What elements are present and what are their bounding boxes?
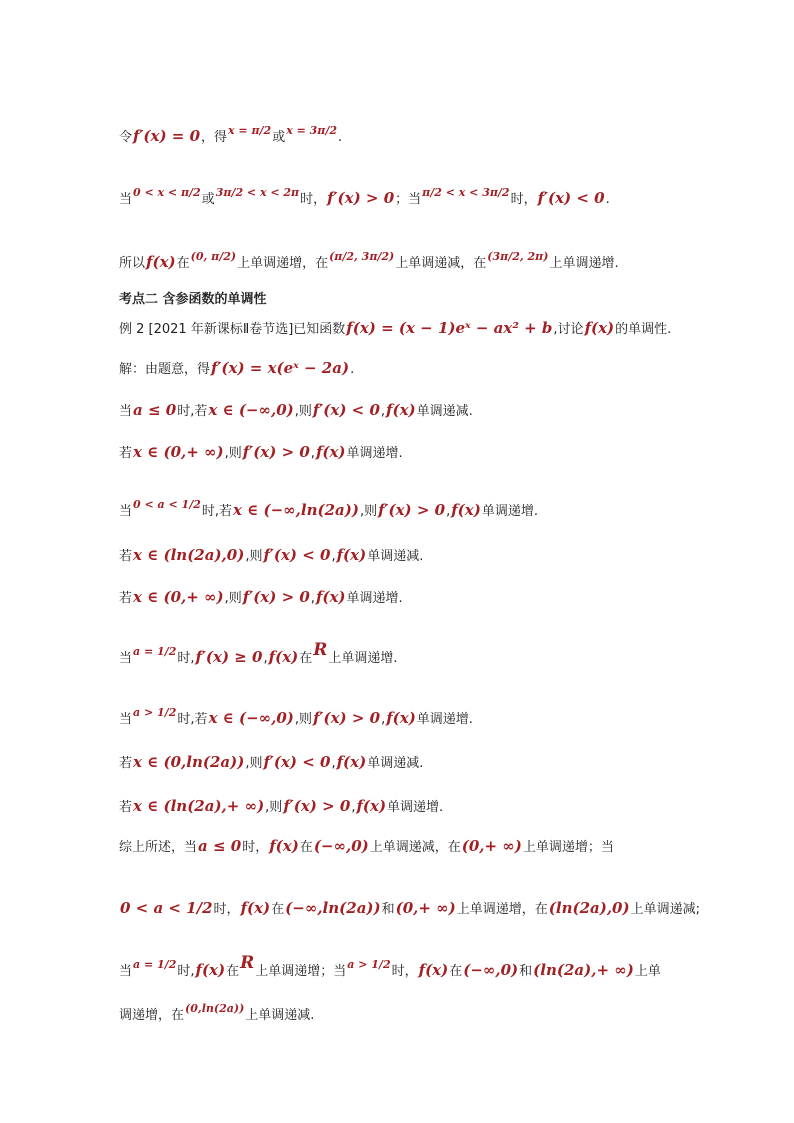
text-run: 时， [242, 840, 269, 855]
text-run: ,则 [294, 404, 312, 419]
text-run: 单调递减. [416, 404, 473, 419]
text-run: 时， [213, 902, 240, 917]
text-run: 在 [299, 840, 313, 855]
math-expression: x ∈ (0,ln(2a)) [133, 753, 245, 771]
text-run: 的单调性. [615, 322, 672, 337]
math-expression: f′(x) < 0 [263, 753, 331, 771]
text-run: 当 [119, 651, 133, 666]
text-run: , [381, 712, 386, 727]
math-expression: a ≤ 0 [198, 837, 242, 855]
math-expression: f′(x) < 0 [537, 189, 605, 207]
text-run: 单调递增. [346, 591, 403, 606]
math-expression: f(x) [336, 753, 367, 771]
text-run: , [380, 404, 386, 419]
math-expression: f(x) [315, 588, 346, 606]
line-14 [119, 752, 423, 771]
math-expression: x = 3π/2 [286, 124, 338, 137]
text-run: , [351, 800, 356, 815]
math-expression: f(x) [146, 253, 176, 271]
line-13 [119, 708, 473, 727]
line-16 [119, 836, 614, 855]
text-run: ,则 [294, 712, 313, 727]
math-expression: (0,+ ∞) [395, 899, 456, 917]
line-15 [119, 796, 443, 815]
text-run: , [310, 446, 315, 461]
text-run: ,则 [245, 756, 263, 771]
text-run: , [310, 591, 315, 606]
math-expression: x = π/2 [228, 124, 272, 137]
text-run: 令 [119, 130, 133, 145]
math-expression: x ∈ (−∞,0) [208, 401, 294, 419]
text-run: 时,若 [177, 404, 208, 419]
text-run: ；当 [395, 192, 422, 207]
math-expression: f(x) [418, 961, 449, 979]
text-run: 上单调递增，在 [237, 256, 329, 271]
math-expression: (0,+ ∞) [461, 837, 522, 855]
math-expression: a > 1/2 [133, 706, 177, 719]
math-expression: x ∈ (−∞,ln(2a)) [233, 501, 359, 519]
text-run: 上单调递增，在 [456, 902, 548, 917]
text-run: 上单调递减，在 [395, 256, 487, 271]
math-expression: (0,ln(2a)) [185, 1002, 245, 1015]
text-run: ,则 [224, 446, 242, 461]
text-run: 在 [271, 902, 285, 917]
line-7 [119, 400, 473, 419]
math-expression: f(x) [584, 319, 615, 337]
text-run: , [446, 504, 451, 519]
math-expression: (−∞,ln(2a)) [285, 899, 381, 917]
line-9 [119, 500, 538, 519]
text-run: ,则 [265, 800, 283, 815]
text-run: 当 [119, 404, 133, 419]
text-run: 当 [119, 192, 133, 207]
line-4-heading [119, 288, 267, 307]
text-run: ,讨论 [553, 322, 584, 337]
math-expression: 3π/2 < x < 2π [215, 186, 300, 199]
text-run: 若 [119, 446, 133, 461]
math-expression: (−∞,0) [313, 837, 369, 855]
text-run: 若 [119, 549, 133, 564]
text-run: 所以 [119, 256, 146, 271]
text-run: 单调递增. [387, 800, 444, 815]
math-expression: a = 1/2 [133, 645, 177, 658]
text-run: 若 [119, 800, 133, 815]
text-run: 在 [449, 964, 463, 979]
math-expression: f(x) [451, 501, 481, 519]
math-expression: 0 < x < π/2 [133, 186, 201, 199]
math-expression: f(x) [315, 443, 346, 461]
math-expression: (π/2, 3π/2) [329, 250, 395, 263]
line-1 [119, 126, 342, 145]
text-run: 单调递增. [481, 504, 538, 519]
text-run: 时, [177, 964, 195, 979]
text-run: 上单调递减; [630, 902, 700, 917]
text-run: 若 [119, 756, 133, 771]
math-expression: f′(x) ≥ 0 [195, 648, 263, 666]
text-run: 或 [201, 192, 215, 207]
math-expression: f′(x) = x(eˣ − 2a) [211, 359, 350, 377]
math-expression: f(x) [386, 401, 416, 419]
math-expression: (−∞,0) [463, 961, 519, 979]
math-expression: f(x) = (x − 1)eˣ − ax² + b [346, 319, 553, 337]
math-expression: f′(x) > 0 [378, 501, 446, 519]
text-run: ,则 [224, 591, 242, 606]
text-run: . [605, 192, 610, 207]
text-run: . [338, 130, 343, 145]
text-run: 和 [381, 902, 395, 917]
text-run: 单调递增. [346, 446, 403, 461]
text-run: , [331, 549, 336, 564]
line-19 [119, 1004, 314, 1023]
math-expression: x ∈ (0,+ ∞) [133, 443, 224, 461]
text-run: 当 [119, 504, 133, 519]
line-6 [119, 358, 354, 377]
text-run: 解：由题意，得 [119, 362, 211, 377]
line-12 [119, 640, 398, 667]
math-expression: f′(x) < 0 [312, 401, 380, 419]
text-run: , [331, 756, 336, 771]
math-expression: 0 < a < 1/2 [120, 899, 213, 917]
text-run: 时， [510, 192, 537, 207]
math-expression: f(x) [195, 961, 226, 979]
math-expression: f(x) [268, 648, 299, 666]
text-run: 上单调递减. [245, 1008, 315, 1023]
line-18 [119, 953, 661, 980]
text-run: 若 [119, 591, 133, 606]
text-run: 上单调递增；当 [255, 964, 347, 979]
math-expression: f(x) [240, 899, 271, 917]
math-expression: a ≤ 0 [133, 401, 177, 419]
math-expression: a = 1/2 [133, 958, 177, 971]
math-expression: f′(x) < 0 [263, 546, 331, 564]
math-expression: f(x) [336, 546, 367, 564]
section-heading: 考点二 含参函数的单调性 [119, 292, 267, 307]
line-2 [119, 188, 610, 207]
math-expression: f′(x) = 0 [133, 127, 201, 145]
text-run: 综上所述，当 [119, 840, 198, 855]
math-expression: x ∈ (ln(2a),0) [133, 546, 245, 564]
math-expression: x ∈ (−∞,0) [208, 709, 294, 727]
text-run: 单调递减. [367, 549, 424, 564]
text-run: 上单 [634, 964, 661, 979]
text-run: , [263, 651, 268, 666]
math-expression: π/2 < x < 3π/2 [422, 186, 510, 199]
text-run: 在 [299, 651, 313, 666]
text-run: 在 [176, 256, 190, 271]
math-expression: x ∈ (0,+ ∞) [133, 588, 224, 606]
math-expression: R [240, 953, 255, 973]
line-3 [119, 252, 619, 271]
text-run: 上单调递增；当 [522, 840, 614, 855]
math-expression: f′(x) > 0 [313, 709, 381, 727]
text-run: 时,若 [201, 504, 233, 519]
text-run: 时, [177, 651, 195, 666]
text-run: 单调递减. [367, 756, 424, 771]
text-run: 时,若 [177, 712, 208, 727]
text-run: 和 [519, 964, 533, 979]
math-expression: 0 < a < 1/2 [133, 498, 201, 511]
math-expression: f′(x) > 0 [242, 443, 310, 461]
line-17 [119, 898, 700, 917]
math-expression: f′(x) > 0 [283, 797, 351, 815]
text-run: ,则 [245, 549, 263, 564]
math-expression: f(x) [269, 837, 299, 855]
line-5 [119, 318, 671, 337]
line-8 [119, 442, 403, 461]
math-expression: f′(x) > 0 [242, 588, 310, 606]
text-run: 单调递增. [416, 712, 473, 727]
text-run: ，得 [201, 130, 228, 145]
math-expression: (ln(2a),0) [548, 899, 630, 917]
text-run: . [350, 362, 355, 377]
math-expression: f′(x) > 0 [327, 189, 395, 207]
text-run: 当 [119, 964, 133, 979]
math-expression: f(x) [356, 797, 387, 815]
text-run: 或 [272, 130, 286, 145]
math-expression: (0, π/2) [190, 250, 237, 263]
math-expression: f(x) [386, 709, 416, 727]
text-run: 上单调递增. [549, 256, 619, 271]
text-run: ,则 [359, 504, 378, 519]
text-run: 在 [226, 964, 240, 979]
math-expression: (3π/2, 2π) [487, 250, 549, 263]
text-run: 上单调递减，在 [369, 840, 461, 855]
text-run: 例 2 [2021 年新课标Ⅱ卷节选]已知函数 [119, 322, 346, 337]
math-expression: (ln(2a),+ ∞) [533, 961, 634, 979]
text-run: 上单调递增. [328, 651, 398, 666]
math-expression: x ∈ (ln(2a),+ ∞) [133, 797, 265, 815]
text-run: 时， [300, 192, 327, 207]
text-run: 当 [119, 712, 133, 727]
text-run: 调递增，在 [119, 1008, 185, 1023]
math-expression: a > 1/2 [347, 958, 391, 971]
line-11 [119, 587, 403, 606]
text-run: 时， [391, 964, 418, 979]
math-expression: R [313, 640, 328, 660]
line-10 [119, 545, 423, 564]
